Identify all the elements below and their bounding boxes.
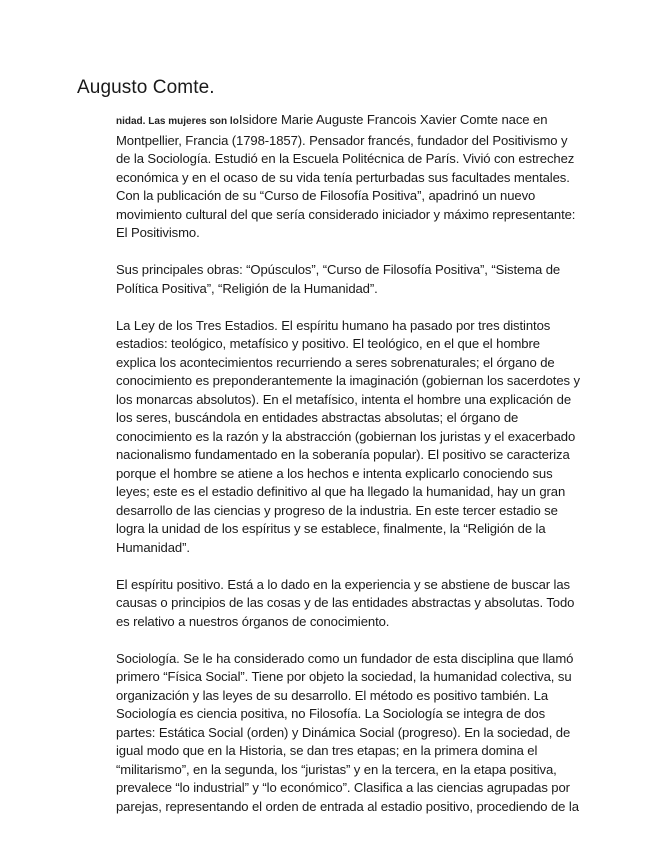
paragraph-positive-spirit: El espíritu positivo. Está a lo dado en la experiencia y se abstiene de buscar las causas o principios de las cosas y de las entidades abstractas y absolutas. Todo es relativo a nuestros órganos de conocimiento. bbox=[116, 576, 575, 629]
page-title: Augusto Comte. bbox=[77, 77, 215, 98]
paragraph-works: Sus principales obras: “Opúsculos”, “Curso de Filosofía Positiva”, “Sistema de Política Positiva”, “Religión de la Humanidad”. bbox=[116, 262, 561, 296]
paragraph-three-stages-law: La Ley de los Tres Estadios. El espíritu humano ha pasado por tres distintos estadios: teológico, metafísico y positivo. El teológico, en el que el hombre explica los acontecimientos recurriendo a seres sobrenaturales; el órgano de conocimiento es preponderantemente la imaginación (gobiernan los sacerdotes y los monarcas absolutos). En el metafísico, intenta el hombre una explicación de los seres, buscándola en entidades abstractas absolutas; el órgano de conocimiento es la razón y la abstracción (gobiernan los juristas y el exacerbado nacionalismo fundamentado en la soberanía popular). El positivo se caracteriza porque el hombre se atiene a los hechos e intenta explicarlo conociendo sus leyes; este es el estadio definitivo al que ha llegado la humanidad, hay un gran desarrollo de las ciencias y progreso de la industria. En este tercer estadio se logra la unidad de los espíritus y se establece, finalmente, la “Religión de la Humanidad”. bbox=[116, 317, 580, 555]
paragraph-biography-text: Isidore Marie Auguste Francois Xavier Comte nace en Montpellier, Francia (1798-1857). Pensador francés, fundador del Positivismo y de la Sociología. Estudió en la Escuela Politécnica de París. Vivió con estrechez económica y en el ocaso de su vida tenía perturbadas sus facultades mentales. Con la publicación de su “Curso de Filosofía Positiva”, apadrinó un nuevo movimiento cultural del que sería considerado iniciador y máximo representante: El Positivismo. bbox=[116, 112, 576, 240]
paragraph-sociology: Sociología. Se le ha considerado como un fundador de esta disciplina que llamó primero “Física Social”. Tiene por objeto la sociedad, la humanidad colectiva, su organización y las leyes de su desarrollo. El método es positivo también. La Sociología es ciencia positiva, no Filosofía. La Sociología se integra de dos partes: Estática Social (orden) y Dinámica Social (progreso). En la sociedad, de igual modo que en la Historia, se dan tres etapas; en la primera domina el “militarismo”, en la segunda, los “juristas” y en la tercera, en la etapa positiva, prevalece “lo industrial” y “lo económico”. Clasifica a las ciencias agrupadas por parejas, representando el orden de entrada al estadio positivo, procediendo de la bbox=[116, 650, 579, 814]
overlapping-text-fragment: nidad. Las mujeres son lo bbox=[116, 116, 239, 127]
document-body bbox=[116, 111, 580, 835]
paragraph-biography bbox=[116, 111, 580, 243]
